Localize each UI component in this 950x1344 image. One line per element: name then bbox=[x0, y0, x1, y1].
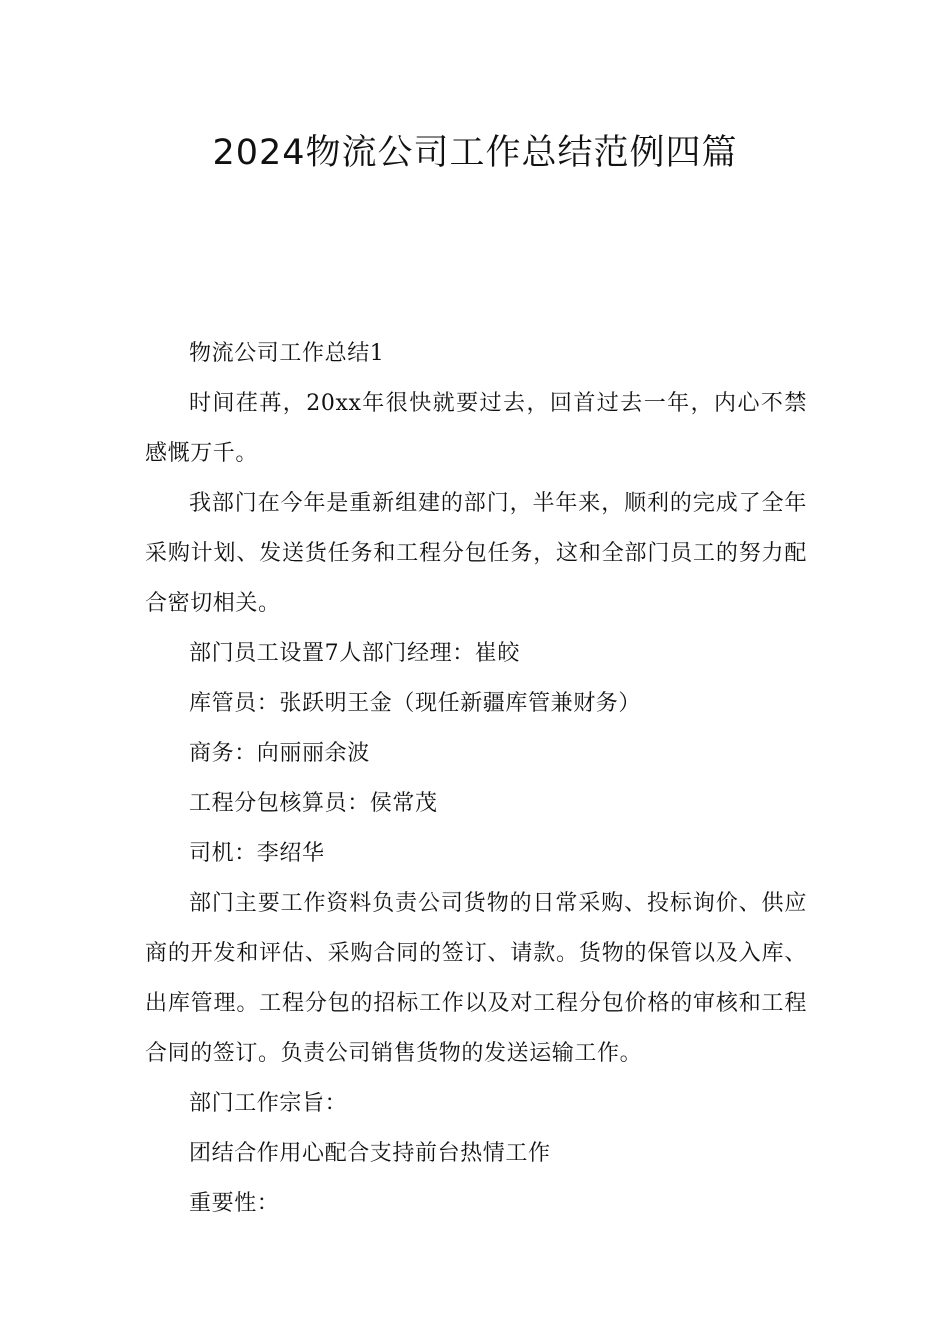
staff-line: 库管员：张跃明王金（现任新疆库管兼财务） bbox=[189, 691, 642, 716]
body-paragraph: 我部门在今年是重新组建的部门，半年来，顺利的完成了全年采购计划、发送货任务和工程分包任务，这和全部门员工的努力配合密切相关。 bbox=[145, 491, 807, 616]
staff-line: 工程分包核算员：侯常茂 bbox=[189, 791, 438, 816]
staff-line: 司机：李绍华 bbox=[189, 841, 325, 866]
staff-line: 部门员工设置7人部门经理：崔皎 bbox=[189, 641, 520, 666]
section-heading: 物流公司工作总结1 bbox=[189, 341, 385, 366]
staff-line: 商务：向丽丽余波 bbox=[189, 741, 370, 766]
document-title: 2024物流公司工作总结范例四篇 bbox=[212, 133, 738, 173]
document-body bbox=[145, 329, 807, 1229]
body-paragraph: 部门工作宗旨： bbox=[189, 1091, 348, 1116]
body-paragraph: 时间荏苒，20xx年很快就要过去，回首过去一年，内心不禁感慨万千。 bbox=[145, 391, 807, 466]
body-paragraph: 部门主要工作资料负责公司货物的日常采购、投标询价、供应商的开发和评估、采购合同的签订、请款。货物的保管以及入库、出库管理。工程分包的招标工作以及对工程分包价格的审核和工程合同的签订。负责公司销售货物的发送运输工作。 bbox=[145, 891, 807, 1066]
body-paragraph: 重要性： bbox=[189, 1191, 280, 1216]
body-paragraph: 团结合作用心配合支持前台热情工作 bbox=[189, 1141, 551, 1166]
